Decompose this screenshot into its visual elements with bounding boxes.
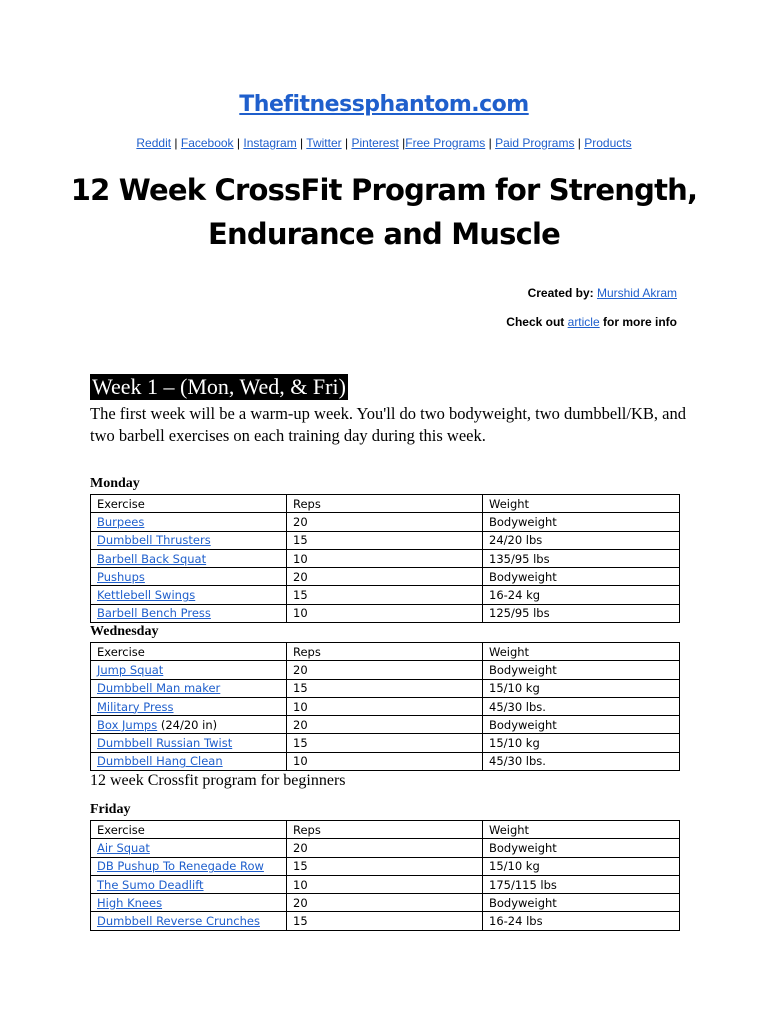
table-row [91,679,680,697]
table-row [91,661,680,679]
table-row [91,752,680,770]
friday-table [90,820,680,931]
weight-cell: 16-24 kg [483,586,680,604]
day-label-wednesday: Wednesday [90,624,159,639]
exercise-link[interactable]: Barbell Bench Press [97,606,211,621]
exercise-link[interactable]: DB Pushup To Renegade Row [97,859,264,874]
header-weight: Weight [483,495,680,513]
weight-cell: 45/30 lbs. [483,697,680,715]
table-row [91,839,680,857]
link-instagram[interactable]: Instagram [243,136,297,150]
exercise-link[interactable]: Jump Squat [97,662,164,677]
weight-cell: 15/10 kg [483,679,680,697]
reps-cell: 15 [287,857,483,875]
site-title-link[interactable]: Thefitnessphantom.com [239,92,529,117]
reps-cell: 15 [287,734,483,752]
weight-cell: Bodyweight [483,716,680,734]
exercise-link[interactable]: High Knees [97,895,163,910]
exercise-link[interactable]: Military Press [97,699,174,714]
table-row [91,549,680,567]
header-exercise: Exercise [91,643,287,661]
weight-cell: 15/10 kg [483,734,680,752]
checkout-suffix: for more info [603,315,677,329]
exercise-link[interactable]: The Sumo Deadlift [97,877,204,892]
exercise-link[interactable]: Box Jumps [97,717,158,732]
table-row [91,857,680,875]
table-row [91,697,680,715]
week-intro: The first week will be a warm-up week. You'll do two bodyweight, two dumbbell/KB, and two barbell exercises on each training day during this week. [90,404,686,445]
reps-cell: 20 [287,568,483,586]
header-reps: Reps [287,495,483,513]
title-line-2: Endurance and Muscle [208,217,560,251]
link-twitter[interactable]: Twitter [306,136,342,150]
exercise-link[interactable]: Dumbbell Hang Clean [97,754,223,769]
weight-cell: Bodyweight [483,894,680,912]
reps-cell: 15 [287,912,483,930]
article-link[interactable]: article [567,315,600,329]
link-reddit[interactable]: Reddit [136,136,172,150]
reps-cell: 10 [287,752,483,770]
reps-cell: 10 [287,875,483,893]
day-label-monday: Monday [90,476,140,491]
weight-cell: Bodyweight [483,839,680,857]
exercise-link[interactable]: Kettlebell Swings [97,588,196,603]
link-free-programs[interactable]: Free Programs [405,136,486,150]
weight-cell: 24/20 lbs [483,531,680,549]
exercise-link[interactable]: Pushups [97,569,145,584]
reps-cell: 15 [287,586,483,604]
link-products[interactable]: Products [584,136,632,150]
article-note [506,315,677,329]
reps-cell: 10 [287,604,483,622]
reps-cell: 20 [287,661,483,679]
document-title [60,168,708,256]
exercise-link[interactable]: Burpees [97,514,145,529]
weight-cell: 125/95 lbs [483,604,680,622]
header-weight: Weight [483,643,680,661]
author-link[interactable]: Murshid Akram [596,286,677,300]
created-by-label: Created by: [527,286,594,300]
weight-cell: 135/95 lbs [483,549,680,567]
week-heading: Week 1 – (Mon, Wed, & Fri) [92,374,346,399]
header-reps: Reps [287,821,483,839]
reps-cell: 15 [287,531,483,549]
header-reps: Reps [287,643,483,661]
table-row [91,568,680,586]
day-label-friday: Friday [90,802,131,817]
weight-cell: 45/30 lbs. [483,752,680,770]
table-row [91,894,680,912]
weight-cell: Bodyweight [483,513,680,531]
weight-cell: 175/115 lbs [483,875,680,893]
monday-table [90,494,680,623]
header-exercise: Exercise [91,821,287,839]
exercise-note: (24/20 in) [157,717,218,732]
reps-cell: 20 [287,839,483,857]
link-facebook[interactable]: Facebook [180,136,234,150]
table-row [91,716,680,734]
weight-cell: 16-24 lbs [483,912,680,930]
link-pinterest[interactable]: Pinterest [351,136,399,150]
table-header-row [91,643,680,661]
author-credit [528,286,677,300]
weight-cell: Bodyweight [483,661,680,679]
exercise-link[interactable]: Air Squat [97,840,150,855]
reps-cell: 15 [287,679,483,697]
section-note: 12 week Crossfit program for beginners [90,772,346,789]
title-line-1: 12 Week CrossFit Program for Strength, [70,173,698,207]
header-exercise: Exercise [91,495,287,513]
table-row [91,875,680,893]
reps-cell: 20 [287,716,483,734]
exercise-link[interactable]: Dumbbell Thrusters [97,533,211,548]
reps-cell: 20 [287,513,483,531]
header-weight: Weight [483,821,680,839]
table-row [91,513,680,531]
table-header-row [91,495,680,513]
social-links-bar: Reddit | Facebook | Instagram | Twitter | Pinterest |Free Programs | Paid Programs | Products [136,136,632,150]
link-paid-programs[interactable]: Paid Programs [495,136,575,150]
table-header-row [91,821,680,839]
reps-cell: 20 [287,894,483,912]
reps-cell: 10 [287,697,483,715]
reps-cell: 10 [287,549,483,567]
checkout-prefix: Check out [506,315,565,329]
wednesday-table [90,642,680,771]
table-row [91,912,680,930]
weight-cell: Bodyweight [483,568,680,586]
weight-cell: 15/10 kg [483,857,680,875]
table-row [91,604,680,622]
exercise-link[interactable]: Dumbbell Man maker [97,681,221,696]
table-row [91,586,680,604]
table-row [91,531,680,549]
table-row [91,734,680,752]
exercise-link[interactable]: Barbell Back Squat [97,551,207,566]
exercise-link[interactable]: Dumbbell Reverse Crunches [97,914,260,929]
exercise-link[interactable]: Dumbbell Russian Twist [97,736,233,751]
